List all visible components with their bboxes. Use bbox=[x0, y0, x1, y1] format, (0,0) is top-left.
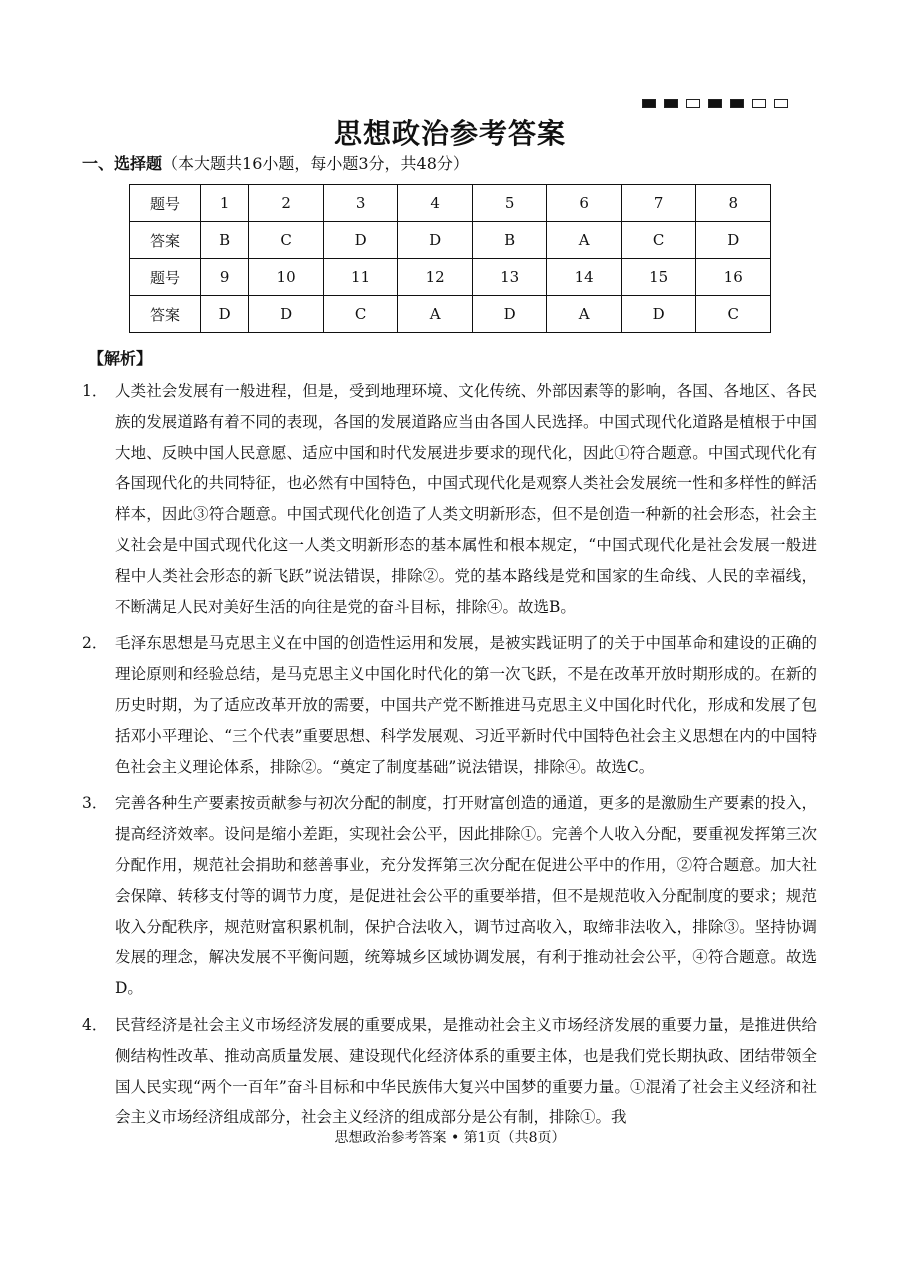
table-cell: 4 bbox=[398, 185, 473, 222]
table-cell: 9 bbox=[201, 259, 249, 296]
table-cell: C bbox=[323, 296, 398, 333]
section-name: 一、选择题 bbox=[82, 154, 163, 173]
item-number: 2． bbox=[82, 634, 108, 653]
header-mark bbox=[664, 99, 678, 108]
table-cell: 2 bbox=[249, 185, 324, 222]
item-text: 毛泽东思想是马克思主义在中国的创造性运用和发展，是被实践证明了的关于中国革命和建设的正确的理论原则和经验总结，是马克思主义中国化时代化的第一次飞跃，不是在改革开放时期形成的。在新的历史时期，为了适应改革开放的需要，中国共产党不断推进马克思主义中国化时代化，形成和发展了包括邓小平理论、“三个代表”重要思想、科学发展观、习近平新时代中国特色社会主义思想在内的中国特色社会主义理论体系，排除②。“奠定了制度基础”说法错误，排除④。故选C。 bbox=[115, 634, 817, 776]
table-cell: C bbox=[696, 296, 771, 333]
item-text: 完善各种生产要素按贡献参与初次分配的制度，打开财富创造的通道，更多的是激励生产要素的投入，提高经济效率。设问是缩小差距，实现社会公平，因此排除①。完善个人收入分配，要重视发挥第三次分配作用，规范社会捐助和慈善事业，充分发挥第三次分配在促进公平中的作用，②符合题意。加大社会保障、转移支付等的调节力度，是促进社会公平的重要举措，但不是规范收入分配制度的要求；规范收入分配秩序，规范财富积累机制，保护合法收入，调节过高收入，取缔非法收入，排除③。坚持协调发展的理念，解决发展不平衡问题，统筹城乡区域协调发展，有利于推动社会公平，④符合题意。故选D。 bbox=[115, 794, 817, 998]
table-cell: D bbox=[621, 296, 696, 333]
row-label: 答案 bbox=[130, 222, 201, 259]
item-number: 1． bbox=[82, 382, 108, 400]
table-cell: D bbox=[696, 222, 771, 259]
table-row bbox=[130, 222, 771, 259]
table-cell: 6 bbox=[547, 185, 622, 222]
analysis-heading: 【解析】 bbox=[88, 349, 153, 368]
table-cell: 5 bbox=[472, 185, 547, 222]
table-cell: A bbox=[547, 296, 622, 333]
table-cell: 3 bbox=[323, 185, 398, 222]
table-cell: C bbox=[249, 222, 324, 259]
table-cell: D bbox=[201, 296, 249, 333]
table-cell: 7 bbox=[621, 185, 696, 222]
item-number: 3． bbox=[82, 794, 108, 813]
analysis-item bbox=[82, 788, 817, 1004]
header-mark bbox=[642, 99, 656, 108]
header-marks bbox=[642, 99, 788, 108]
table-cell: D bbox=[398, 222, 473, 259]
item-number: 4． bbox=[82, 1015, 108, 1034]
table-cell: 11 bbox=[323, 259, 398, 296]
table-cell: C bbox=[621, 222, 696, 259]
header-mark bbox=[752, 99, 766, 108]
row-label: 题号 bbox=[130, 259, 201, 296]
header-mark bbox=[686, 99, 700, 108]
row-label: 题号 bbox=[130, 185, 201, 222]
table-cell: D bbox=[472, 296, 547, 333]
table-cell: 15 bbox=[621, 259, 696, 296]
table-cell: 14 bbox=[547, 259, 622, 296]
table-cell: D bbox=[323, 222, 398, 259]
table-cell: 12 bbox=[398, 259, 473, 296]
section-note: （本大题共16小题，每小题3分，共48分） bbox=[162, 154, 469, 173]
page-title: 思想政治参考答案 bbox=[333, 117, 566, 150]
analysis-list bbox=[82, 376, 817, 1139]
table-cell: 1 bbox=[201, 185, 249, 222]
answer-table bbox=[129, 184, 771, 333]
header-mark bbox=[708, 99, 722, 108]
header-mark bbox=[730, 99, 744, 108]
header-mark bbox=[774, 99, 788, 108]
item-text: 民营经济是社会主义市场经济发展的重要成果，是推动社会主义市场经济发展的重要力量，是推进供给侧结构性改革、推动高质量发展、建设现代化经济体系的重要主体，也是我们党长期执政、团结带领全国人民实现“两个一百年”奋斗目标和中华民族伟大复兴中国梦的重要力量。①混淆了社会主义经济和社会主义市场经济组成部分，社会主义经济的组成部分是公有制，排除①。我 bbox=[115, 1015, 817, 1127]
row-label: 答案 bbox=[130, 296, 201, 333]
table-cell: 10 bbox=[249, 259, 324, 296]
table-cell: A bbox=[547, 222, 622, 259]
table-cell: 13 bbox=[472, 259, 547, 296]
table-cell: A bbox=[398, 296, 473, 333]
table-row bbox=[130, 259, 771, 296]
page-footer: 思想政治参考答案 • 第1页（共8页） bbox=[334, 1130, 566, 1146]
analysis-item bbox=[82, 1010, 817, 1133]
item-text: 人类社会发展有一般进程，但是，受到地理环境、文化传统、外部因素等的影响，各国、各地区、各民族的发展道路有着不同的表现，各国的发展道路应当由各国人民选择。中国式现代化道路是植根于中国大地、反映中国人民意愿、适应中国和时代发展进步要求的现代化，因此①符合题意。中国式现代化有各国现代化的共同特征，也必然有中国特色，中国式现代化是观察人类社会发展统一性和多样性的鲜活样本，因此③符合题意。中国式现代化创造了人类文明新形态，但不是创造一种新的社会形态，社会主义社会是中国式现代化这一人类文明新形态的基本属性和根本规定，“中国式现代化是社会发展一般进程中人类社会形态的新飞跃”说法错误，排除②。党的基本路线是党和国家的生命线、人民的幸福线，不断满足人民对美好生活的向往是党的奋斗目标，排除④。故选B。 bbox=[115, 382, 817, 616]
section-heading bbox=[82, 151, 469, 174]
table-row bbox=[130, 185, 771, 222]
table-cell: D bbox=[249, 296, 324, 333]
analysis-item bbox=[82, 376, 817, 622]
table-cell: B bbox=[201, 222, 249, 259]
table-cell: 8 bbox=[696, 185, 771, 222]
table-row bbox=[130, 296, 771, 333]
table-cell: B bbox=[472, 222, 547, 259]
analysis-item bbox=[82, 628, 817, 782]
table-cell: 16 bbox=[696, 259, 771, 296]
